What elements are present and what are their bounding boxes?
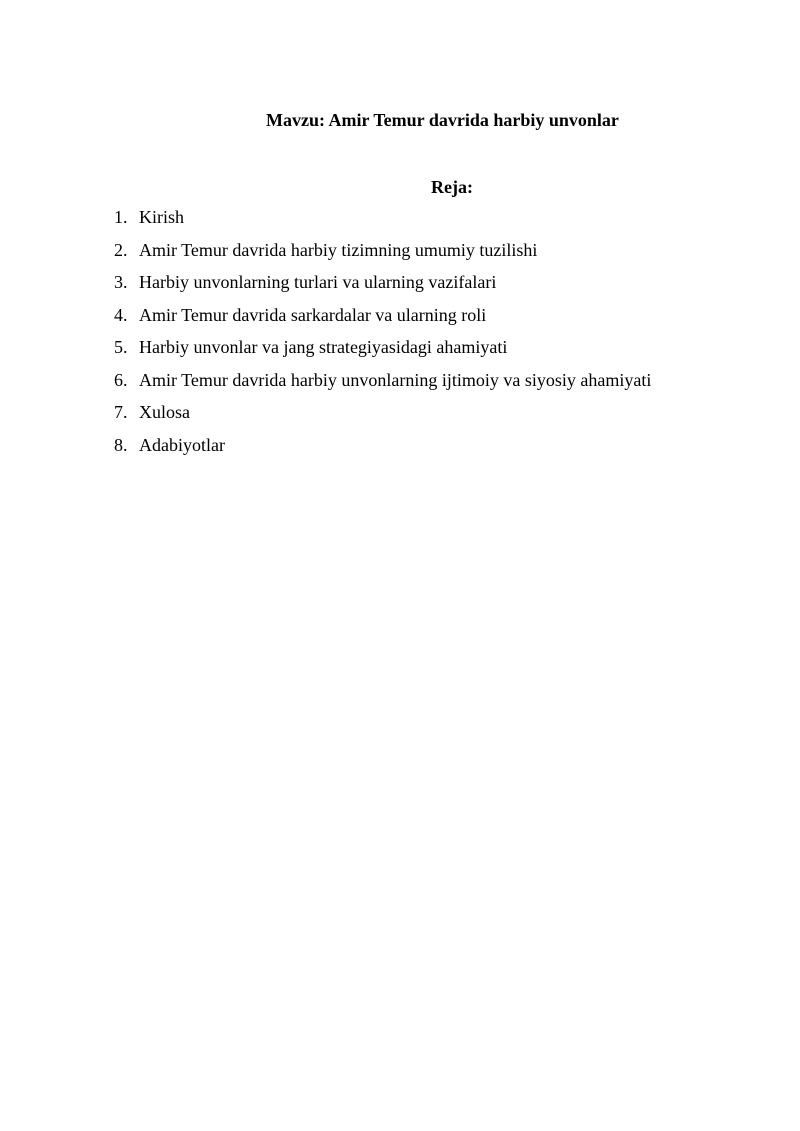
plan-item — [114, 433, 651, 457]
plan-item — [114, 205, 651, 229]
plan-item-text: Amir Temur davrida harbiy tizimning umumiy tuzilishi — [139, 239, 538, 260]
plan-item-number: 8. — [114, 434, 128, 455]
plan-item-number: 6. — [114, 369, 128, 390]
plan-heading: Reja: — [431, 177, 473, 197]
plan-item-text: Amir Temur davrida harbiy unvonlarning ijtimoiy va siyosiy ahamiyati — [139, 369, 652, 390]
plan-item-text: Harbiy unvonlar va jang strategiyasidagi ahamiyati — [139, 337, 508, 357]
plan-list — [114, 205, 651, 465]
plan-item-number: 4. — [114, 304, 128, 325]
plan-item-text: Xulosa — [139, 402, 190, 422]
plan-item-number: 1. — [114, 207, 128, 227]
plan-item-number: 7. — [114, 402, 128, 422]
plan-item-number: 3. — [114, 272, 128, 292]
document-title: Mavzu: Amir Temur davrida harbiy unvonlar — [266, 110, 619, 130]
plan-item — [114, 238, 651, 262]
plan-item-text: Amir Temur davrida sarkardalar va ularning roli — [139, 304, 487, 325]
plan-item — [114, 400, 651, 424]
plan-item — [114, 335, 651, 359]
plan-item — [114, 270, 651, 294]
plan-item — [114, 303, 651, 327]
plan-item-text: Harbiy unvonlarning turlari va ularning vazifalari — [139, 272, 497, 292]
plan-item-number: 2. — [114, 239, 128, 260]
plan-item-text: Kirish — [139, 207, 184, 227]
plan-item-text: Adabiyotlar — [139, 434, 225, 455]
plan-item — [114, 368, 651, 392]
plan-item-number: 5. — [114, 337, 128, 357]
